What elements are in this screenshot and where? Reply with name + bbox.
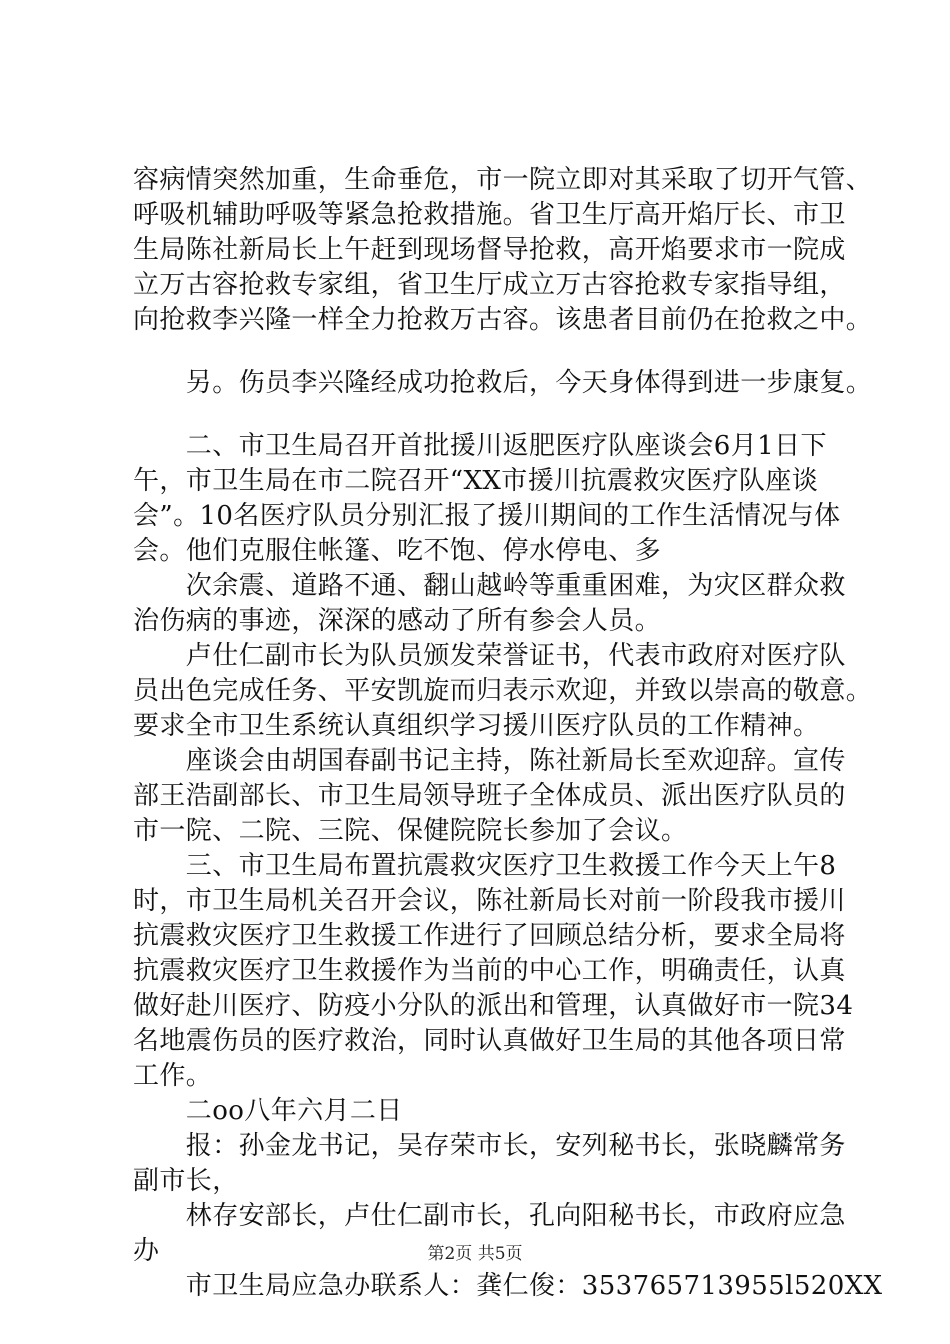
text-line: 员出色完成任务、平安凯旋而归表示欢迎，并致以崇高的敬意。 xyxy=(133,676,873,706)
text-line: 时，市卫生局机关召开会议，陈社新局长对前一阶段我市援川 xyxy=(133,886,846,916)
page-number-footer: 第2页 共5页 xyxy=(427,1244,523,1264)
recipients-line: 办 xyxy=(133,1236,160,1266)
text-line: 要求全市卫生系统认真组织学习援川医疗队员的工作精神。 xyxy=(133,711,820,741)
text-line: 会”。10名医疗队员分别汇报了援川期间的工作生活情况与体 xyxy=(133,501,841,531)
contact-line: 市卫生局应急办联系人：龚仁俊：353765713955l520XX xyxy=(133,1271,883,1301)
text-line: 卢仕仁副市长为队员颁发荣誉证书，代表市政府对医疗队 xyxy=(133,641,846,671)
recipients-line: 副市长， xyxy=(133,1166,239,1196)
text-line: 会。他们克服住帐篷、吃不饱、停水停电、多 xyxy=(133,536,662,566)
document-body xyxy=(133,163,883,1304)
text-line: 座谈会由胡国春副书记主持，陈社新局长至欢迎辞。宣传 xyxy=(133,746,846,776)
section-heading-line: 三、市卫生局布置抗震救灾医疗卫生救援工作今天上午8 xyxy=(133,851,837,881)
text-line: 次余震、道路不通、翻山越岭等重重困难，为灾区群众救 xyxy=(133,571,846,601)
recipients-line: 林存安部长，卢仕仁副市长，孔向阳秘书长，市政府应急 xyxy=(133,1201,846,1231)
text-line: 名地震伤员的医疗救治，同时认真做好卫生局的其他各项日常 xyxy=(133,1026,846,1056)
text-line: 向抢救李兴隆一样全力抢救万古容。该患者目前仍在抢救之中。 xyxy=(133,305,873,335)
section-heading-line: 二、市卫生局召开首批援川返肥医疗队座谈会6月1日下 xyxy=(133,431,827,461)
text-line: 另。伤员李兴隆经成功抢救后，今天身体得到进一步康复。 xyxy=(133,368,873,398)
text-line: 生局陈社新局长上午赶到现场督导抢救，高开焰要求市一院成 xyxy=(133,235,846,265)
text-line: 治伤病的事迹，深深的感动了所有参会人员。 xyxy=(133,606,662,636)
text-line: 抗震救灾医疗卫生救援工作进行了回顾总结分析，要求全局将 xyxy=(133,921,846,951)
text-line: 立万古容抢救专家组，省卫生厅成立万古容抢救专家指导组， xyxy=(133,270,846,300)
text-line: 市一院、二院、三院、保健院院长参加了会议。 xyxy=(133,816,688,846)
text-line: 抗震救灾医疗卫生救援作为当前的中心工作，明确责任，认真 xyxy=(133,956,846,986)
text-line: 容病情突然加重，生命垂危，市一院立即对其采取了切开气管、 xyxy=(133,165,873,195)
date-line: 二oo八年六月二日 xyxy=(133,1096,403,1126)
text-line: 工作。 xyxy=(133,1061,213,1091)
text-line: 午，市卫生局在市二院召开“XX市援川抗震救灾医疗队座谈 xyxy=(133,466,819,496)
text-line: 呼吸机辅助呼吸等紧急抢救措施。省卫生厅高开焰厅长、市卫 xyxy=(133,200,846,230)
text-line: 部王浩副部长、市卫生局领导班子全体成员、派出医疗队员的 xyxy=(133,781,846,811)
recipients-line: 报：孙金龙书记，吴存荣市长，安列秘书长，张晓麟常务 xyxy=(133,1131,846,1161)
text-line: 做好赴川医疗、防疫小分队的派出和管理，认真做好市一院34 xyxy=(133,991,854,1021)
